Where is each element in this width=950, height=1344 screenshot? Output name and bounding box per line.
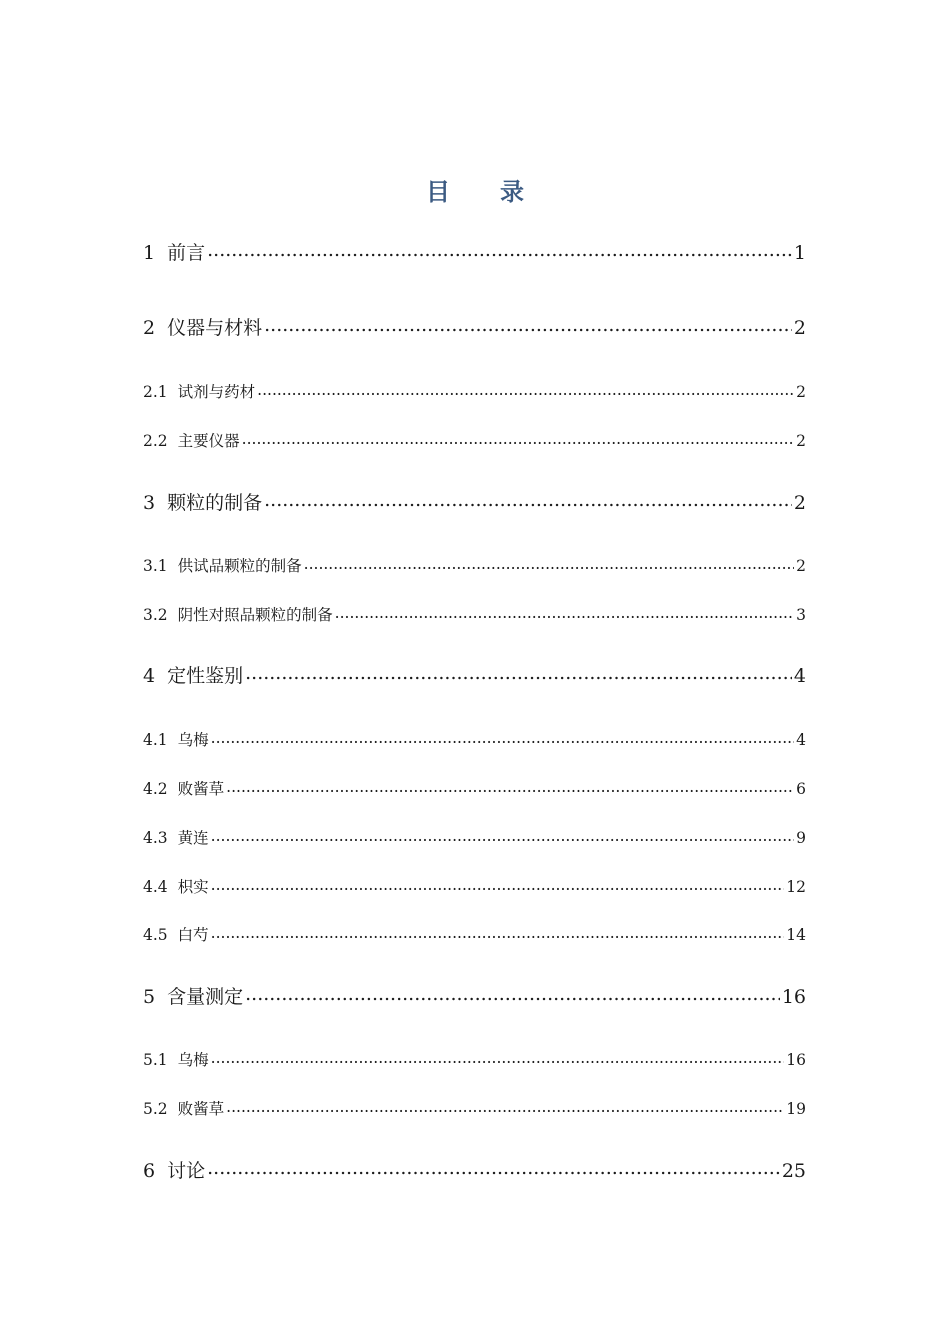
toc-entry-page: 1 bbox=[793, 242, 806, 264]
toc-entry-page: 2 bbox=[796, 383, 806, 401]
toc-entry-label: 试剂与药材 bbox=[177, 383, 256, 401]
toc-entry-3[interactable] bbox=[143, 488, 806, 515]
toc-entry-label: 枳实 bbox=[177, 878, 209, 896]
toc-entry-4-3[interactable] bbox=[143, 826, 806, 848]
toc-entry-number: 2 bbox=[143, 317, 156, 339]
toc-entry-label: 定性鉴别 bbox=[167, 665, 244, 687]
dot-leader bbox=[335, 605, 794, 621]
toc-entry-4-1[interactable] bbox=[143, 728, 806, 750]
toc-entry-number: 3 bbox=[143, 492, 156, 514]
dot-leader bbox=[245, 663, 792, 682]
toc-entry-2-2[interactable] bbox=[143, 429, 806, 451]
toc-entry-number: 4 bbox=[143, 665, 156, 687]
toc-entry-1[interactable] bbox=[143, 238, 806, 265]
toc-entry-number: 4.2 bbox=[143, 780, 168, 798]
toc-entry-5-2[interactable] bbox=[143, 1097, 806, 1119]
toc-entry-4[interactable] bbox=[143, 661, 806, 688]
dot-leader bbox=[304, 556, 794, 572]
toc-entry-4-4[interactable] bbox=[143, 875, 806, 897]
toc-entry-number: 6 bbox=[143, 1160, 156, 1182]
toc-entry-3-2[interactable] bbox=[143, 603, 806, 625]
dot-leader bbox=[211, 877, 785, 893]
toc-entry-number: 5.2 bbox=[143, 1100, 168, 1118]
dot-leader bbox=[211, 925, 785, 941]
toc-entry-page: 2 bbox=[796, 557, 806, 575]
toc-entry-label: 含量测定 bbox=[167, 986, 244, 1008]
toc-entry-page: 9 bbox=[796, 829, 806, 847]
toc-entry-label: 仪器与材料 bbox=[167, 317, 263, 339]
dot-leader bbox=[264, 315, 792, 334]
toc-entry-3-1[interactable] bbox=[143, 554, 806, 576]
toc-entry-page: 6 bbox=[796, 780, 806, 798]
toc-entry-number: 3.1 bbox=[143, 557, 168, 575]
dot-leader bbox=[226, 779, 794, 795]
toc-entry-label: 讨论 bbox=[167, 1160, 206, 1182]
toc-entry-2[interactable] bbox=[143, 313, 806, 340]
toc-entry-number: 3.2 bbox=[143, 606, 168, 624]
dot-leader bbox=[245, 984, 780, 1003]
toc-entry-label: 供试品颗粒的制备 bbox=[177, 557, 302, 575]
toc-entry-label: 败酱草 bbox=[177, 1100, 225, 1118]
dot-leader bbox=[211, 1050, 785, 1066]
toc-entry-label: 败酱草 bbox=[177, 780, 225, 798]
dot-leader bbox=[257, 382, 794, 398]
toc-entry-page: 16 bbox=[786, 1051, 806, 1069]
toc-entry-page: 3 bbox=[796, 606, 806, 624]
toc-entry-page: 4 bbox=[796, 731, 806, 749]
toc-entry-label: 乌梅 bbox=[177, 731, 209, 749]
toc-entry-number: 4.3 bbox=[143, 829, 168, 847]
dot-leader bbox=[207, 1158, 780, 1177]
toc-entry-label: 白芍 bbox=[177, 926, 209, 944]
toc-entry-number: 4.5 bbox=[143, 926, 168, 944]
toc-entry-page: 2 bbox=[793, 317, 806, 339]
toc-entry-label: 颗粒的制备 bbox=[167, 492, 263, 514]
toc-entry-page: 2 bbox=[793, 492, 806, 514]
toc-entry-2-1[interactable] bbox=[143, 380, 806, 402]
toc-entry-number: 5.1 bbox=[143, 1051, 168, 1069]
toc-title-char-2: 录 bbox=[500, 178, 524, 206]
dot-leader bbox=[264, 490, 792, 509]
toc-entry-number: 2.1 bbox=[143, 383, 168, 401]
toc-entry-page: 14 bbox=[786, 926, 806, 944]
dot-leader bbox=[211, 828, 794, 844]
dot-leader bbox=[207, 240, 792, 259]
dot-leader bbox=[211, 730, 794, 746]
dot-leader bbox=[242, 431, 794, 447]
toc-entry-page: 16 bbox=[781, 986, 806, 1008]
toc-entry-page: 12 bbox=[786, 878, 806, 896]
toc-entry-label: 黄连 bbox=[177, 829, 209, 847]
toc-entry-label: 乌梅 bbox=[177, 1051, 209, 1069]
toc-entry-label: 主要仪器 bbox=[177, 432, 240, 450]
toc-entry-number: 5 bbox=[143, 986, 156, 1008]
dot-leader bbox=[226, 1099, 784, 1115]
toc-entry-6[interactable] bbox=[143, 1156, 806, 1183]
toc-entry-number: 1 bbox=[143, 242, 156, 264]
toc-entry-page: 2 bbox=[796, 432, 806, 450]
toc-entry-page: 19 bbox=[786, 1100, 806, 1118]
toc-title-char-1: 目 bbox=[426, 178, 450, 206]
toc-entry-number: 4.1 bbox=[143, 731, 168, 749]
toc-title bbox=[0, 172, 950, 207]
toc-entry-5-1[interactable] bbox=[143, 1048, 806, 1070]
toc-entry-5[interactable] bbox=[143, 982, 806, 1009]
toc-entry-number: 2.2 bbox=[143, 432, 168, 450]
toc-entry-number: 4.4 bbox=[143, 878, 168, 896]
toc-entry-4-5[interactable] bbox=[143, 923, 806, 945]
toc-entry-page: 25 bbox=[781, 1160, 806, 1182]
toc-entry-label: 前言 bbox=[167, 242, 206, 264]
toc-entry-page: 4 bbox=[793, 665, 806, 687]
toc-entry-4-2[interactable] bbox=[143, 777, 806, 799]
toc-entry-label: 阴性对照品颗粒的制备 bbox=[177, 606, 333, 624]
